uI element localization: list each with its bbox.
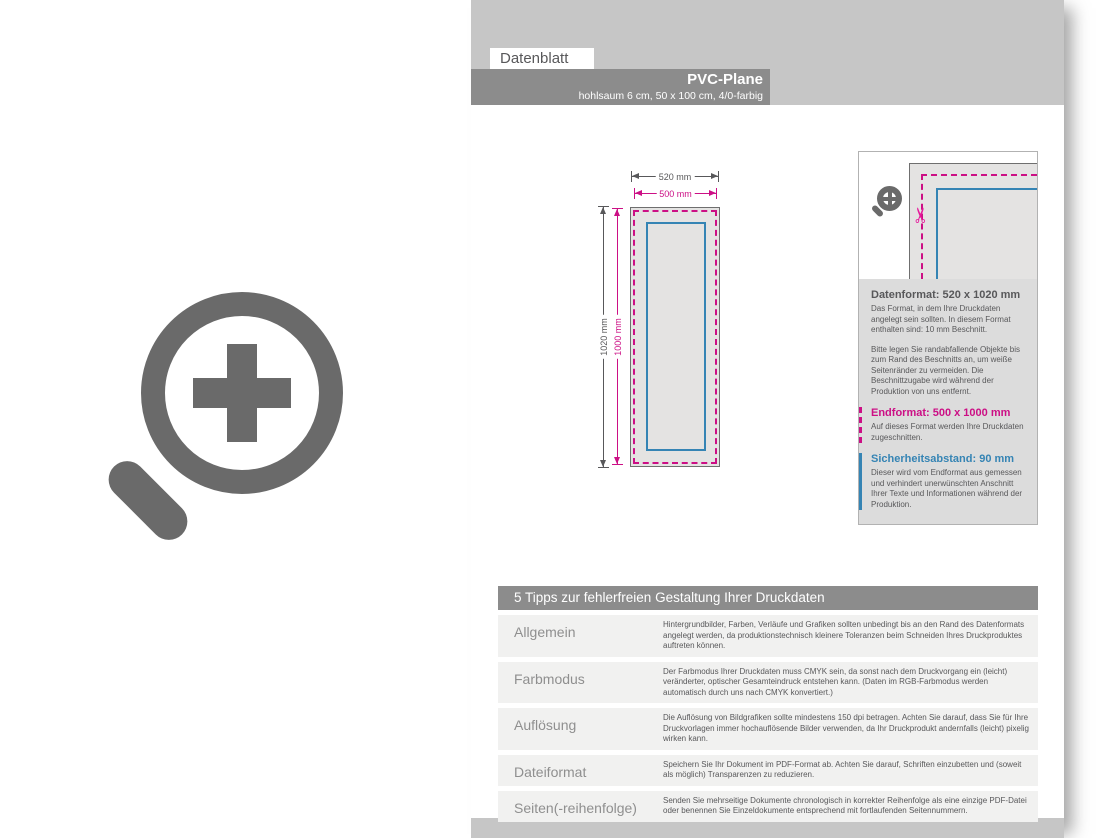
- tip-label: Allgemein: [514, 624, 576, 640]
- zoom-plus-icon[interactable]: [108, 282, 370, 554]
- tip-label: Seiten(-reihenfolge): [514, 799, 637, 816]
- table-row: [498, 662, 1038, 704]
- dimension-width-outer: [632, 171, 718, 182]
- tip-text: Hintergrundbilder, Farben, Verläufe und Grafiken sollten unbedingt bis an den Rand des Datenformats angelegt werden, da produktionstechnisch kleinere Toleranzen beim Schneiden Ihres Druckproduktes auftreten können.: [663, 620, 1025, 650]
- tips-title: 5 Tipps zur fehlerfreien Gestaltung Ihrer Druckdaten: [498, 586, 1038, 610]
- plus-icon: [227, 344, 257, 442]
- dimension-label: 1000 mm: [613, 315, 623, 359]
- datenformat-heading: Datenformat: 520 x 1020 mm: [871, 289, 1021, 301]
- table-row: [498, 708, 1038, 750]
- endformat-text: Auf dieses Format werden Ihre Druckdaten zugeschnitten.: [871, 422, 1024, 442]
- safety-text: Dieser wird vom Endformat aus gemessen und verhindert unerwünschten Anschnitt Ihrer Texte und Informationen während der Produktion.: [871, 468, 1023, 509]
- tip-text: Der Farbmodus Ihrer Druckdaten muss CMYK sein, da sonst nach dem Druckvorgang ein (leicht) veränderter, optischer Gesamteindruck entstehen kann. (Daten im RGB-Farbmodus werden automatisch durch uns nach CMYK konvertiert.): [663, 666, 1008, 697]
- datenformat-text-2: Bitte legen Sie randabfallende Objekte bis zum Rand des Beschnitts an, um weiße Seitenränder zu vermeiden. Die Beschnittzugabe wird während der Produktion von uns entfernt.: [871, 344, 1020, 396]
- format-info-panel: [858, 151, 1038, 525]
- tip-label: Dateiformat: [514, 763, 587, 780]
- dimension-label: 500 mm: [656, 189, 695, 199]
- datenblatt-tab: Datenblatt: [490, 48, 594, 69]
- plus-icon: [888, 192, 892, 205]
- tip-text: Senden Sie mehrseitige Dokumente chronologisch in korrekter Reihenfolge als eine einzige PDF-Datei oder benennen Sie Einzeldokumente entsprechend mit fortlaufenden Seitennummern.: [663, 795, 1027, 815]
- tips-table: [498, 586, 1038, 822]
- endformat-line: [921, 174, 1037, 176]
- safety-line: [936, 188, 1037, 190]
- dimension-width-inner: [635, 188, 716, 199]
- preview-pane: [0, 0, 471, 838]
- endformat-section: [859, 407, 1037, 443]
- tip-label: Auflösung: [514, 717, 577, 733]
- zoom-plus-icon-small: [871, 185, 905, 219]
- format-descriptions: [859, 279, 1037, 524]
- dimension-height-inner: [612, 209, 623, 464]
- table-row: [498, 791, 1038, 822]
- endformat-heading: Endformat: 500 x 1000 mm: [871, 407, 1011, 419]
- dimension-label: 520 mm: [656, 172, 695, 182]
- safety-rect: [646, 222, 706, 451]
- safety-line: [936, 188, 938, 279]
- corner-detail-diagram: [859, 152, 1037, 279]
- datenformat-section: [859, 289, 1037, 397]
- product-title-bar: [471, 69, 770, 105]
- product-title: PVC-Plane: [687, 71, 763, 88]
- dimension-label: 1020 mm: [599, 315, 609, 359]
- tip-text: Die Auflösung von Bildgrafiken sollte mindestens 150 dpi betragen. Achten Sie darauf, dass Sie für Ihre Druckvorlagen immer hochauflösende Bilder verwenden, da Ihr Druckprodukt andernfalls (leicht) pixelig wirken kann.: [663, 713, 1029, 743]
- dimension-height-outer: [598, 207, 609, 467]
- tip-label: Farbmodus: [514, 670, 585, 687]
- table-row: [498, 755, 1038, 786]
- scissors-icon: ✂: [910, 206, 933, 224]
- table-row: [498, 615, 1038, 657]
- safety-heading: Sicherheitsabstand: 90 mm: [871, 453, 1015, 465]
- product-subtitle: hohlsaum 6 cm, 50 x 100 cm, 4/0-farbig: [578, 90, 763, 102]
- datasheet-page: [471, 0, 1064, 838]
- datenformat-text: Das Format, in dem Ihre Druckdaten angelegt sein sollten. In diesem Format enthalten sind: 10 mm Beschnitt.: [871, 304, 1011, 334]
- tip-text: Speichern Sie Ihr Dokument im PDF-Format ab. Achten Sie darauf, Schriften einzubetten und (soweit als möglich) Transparenzen zu reduzieren.: [663, 759, 1022, 779]
- safety-section: [859, 453, 1037, 510]
